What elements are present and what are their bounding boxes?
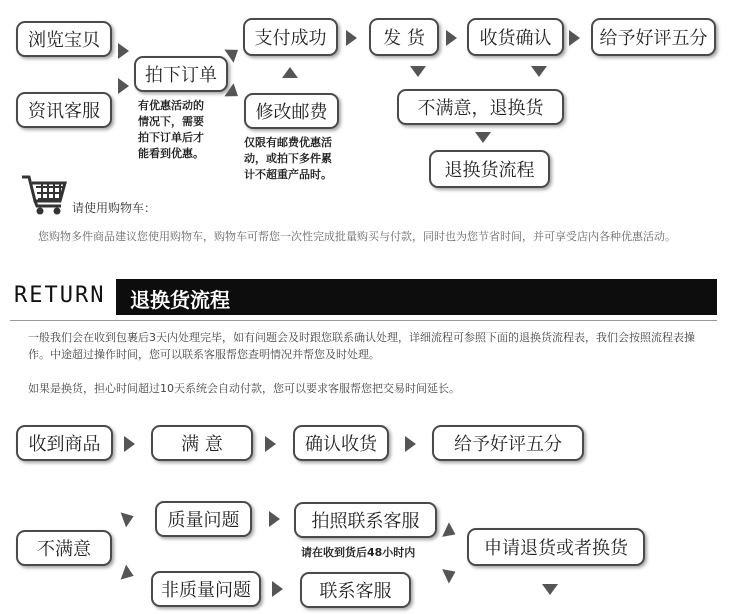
banner-english-title: RETURN [14,283,106,308]
paragraph-process: 一般我们会在收到包裹后3天内处理完毕，如有问题会及时跟您联系确认处理，详细流程可参照下面的退换货流程表，我们会按照流程表操作。中途超过操作时间，您可以联系客服帮您查明情况并帮您及时处理。 [28,331,695,361]
banner-title: 退换货流程 [130,288,230,312]
arrow-right-icon [272,581,283,597]
arrow-right-icon [121,509,137,528]
give-review-box: 给予好评五分 [591,18,716,56]
arrow-right-icon [446,30,457,46]
arrow-right-icon [405,436,416,452]
divider [10,320,717,321]
ship-box: 发 货 [369,18,439,56]
arrow-right-icon [265,436,276,452]
unsatisfied-return-box: 不满意，退换货 [397,89,564,125]
give-review-box-2: 给予好评五分 [432,425,584,461]
non-quality-issue-box: 非质量问题 [151,571,261,607]
place-order-box: 拍下订单 [134,56,228,92]
contact-service-box: 联系客服 [300,572,411,608]
arrow-down-icon [542,584,558,595]
cart-label: 请使用购物车： [72,201,157,215]
arrow-right-icon [121,565,137,584]
arrow-right-icon [442,564,459,583]
arrow-right-icon [224,43,242,62]
arrow-right-icon [442,522,459,541]
within-48h-note: 请在收到货后48小时内 [301,546,416,559]
photo-contact-service-box: 拍照联系客服 [294,502,437,538]
browse-item-box: 浏览宝贝 [16,21,112,57]
payment-success-box: 支付成功 [243,18,338,56]
postage-discount-note: 仅限有邮费优惠活 动，或拍下多件累 计不超重产品时。 [244,136,332,181]
quality-issue-box: 质量问题 [155,501,252,537]
arrow-down-icon [475,132,491,143]
arrow-right-icon [269,511,280,527]
arrow-right-icon [124,436,135,452]
arrow-down-icon [410,66,426,77]
confirm-receipt-box-2: 确认收货 [293,425,389,461]
unsatisfied-box: 不满意 [16,530,112,566]
confirm-receipt-box: 收货确认 [467,18,564,56]
shopping-cart-icon [20,173,68,217]
apply-return-exchange-box: 申请退货或者换货 [467,528,645,566]
order-discount-note: 有优惠活动的 情况下，需要 拍下订单后才 能看到优惠。 [138,99,204,160]
arrow-right-icon [118,78,129,94]
cart-description: 您购物多件商品建议您使用购物车，购物车可帮您一次性完成批量购买与付款，同时也为您节省时间，并可享受店内各种优惠活动。 [38,230,676,243]
arrow-right-icon [118,43,129,59]
arrow-right-icon [346,30,357,46]
arrow-up-icon [282,67,298,78]
arrow-right-icon [569,30,580,46]
satisfied-box: 满 意 [151,425,253,461]
return-process-box: 退换货流程 [429,150,550,188]
received-goods-box: 收到商品 [16,425,113,461]
arrow-down-icon [531,66,547,77]
consult-service-box: 资讯客服 [16,92,112,128]
paragraph-exchange: 如果是换货，担心时间超过10天系统会自动付款，您可以要求客服帮您把交易时间延长。 [28,382,460,395]
modify-postage-box: 修改邮费 [244,93,339,129]
